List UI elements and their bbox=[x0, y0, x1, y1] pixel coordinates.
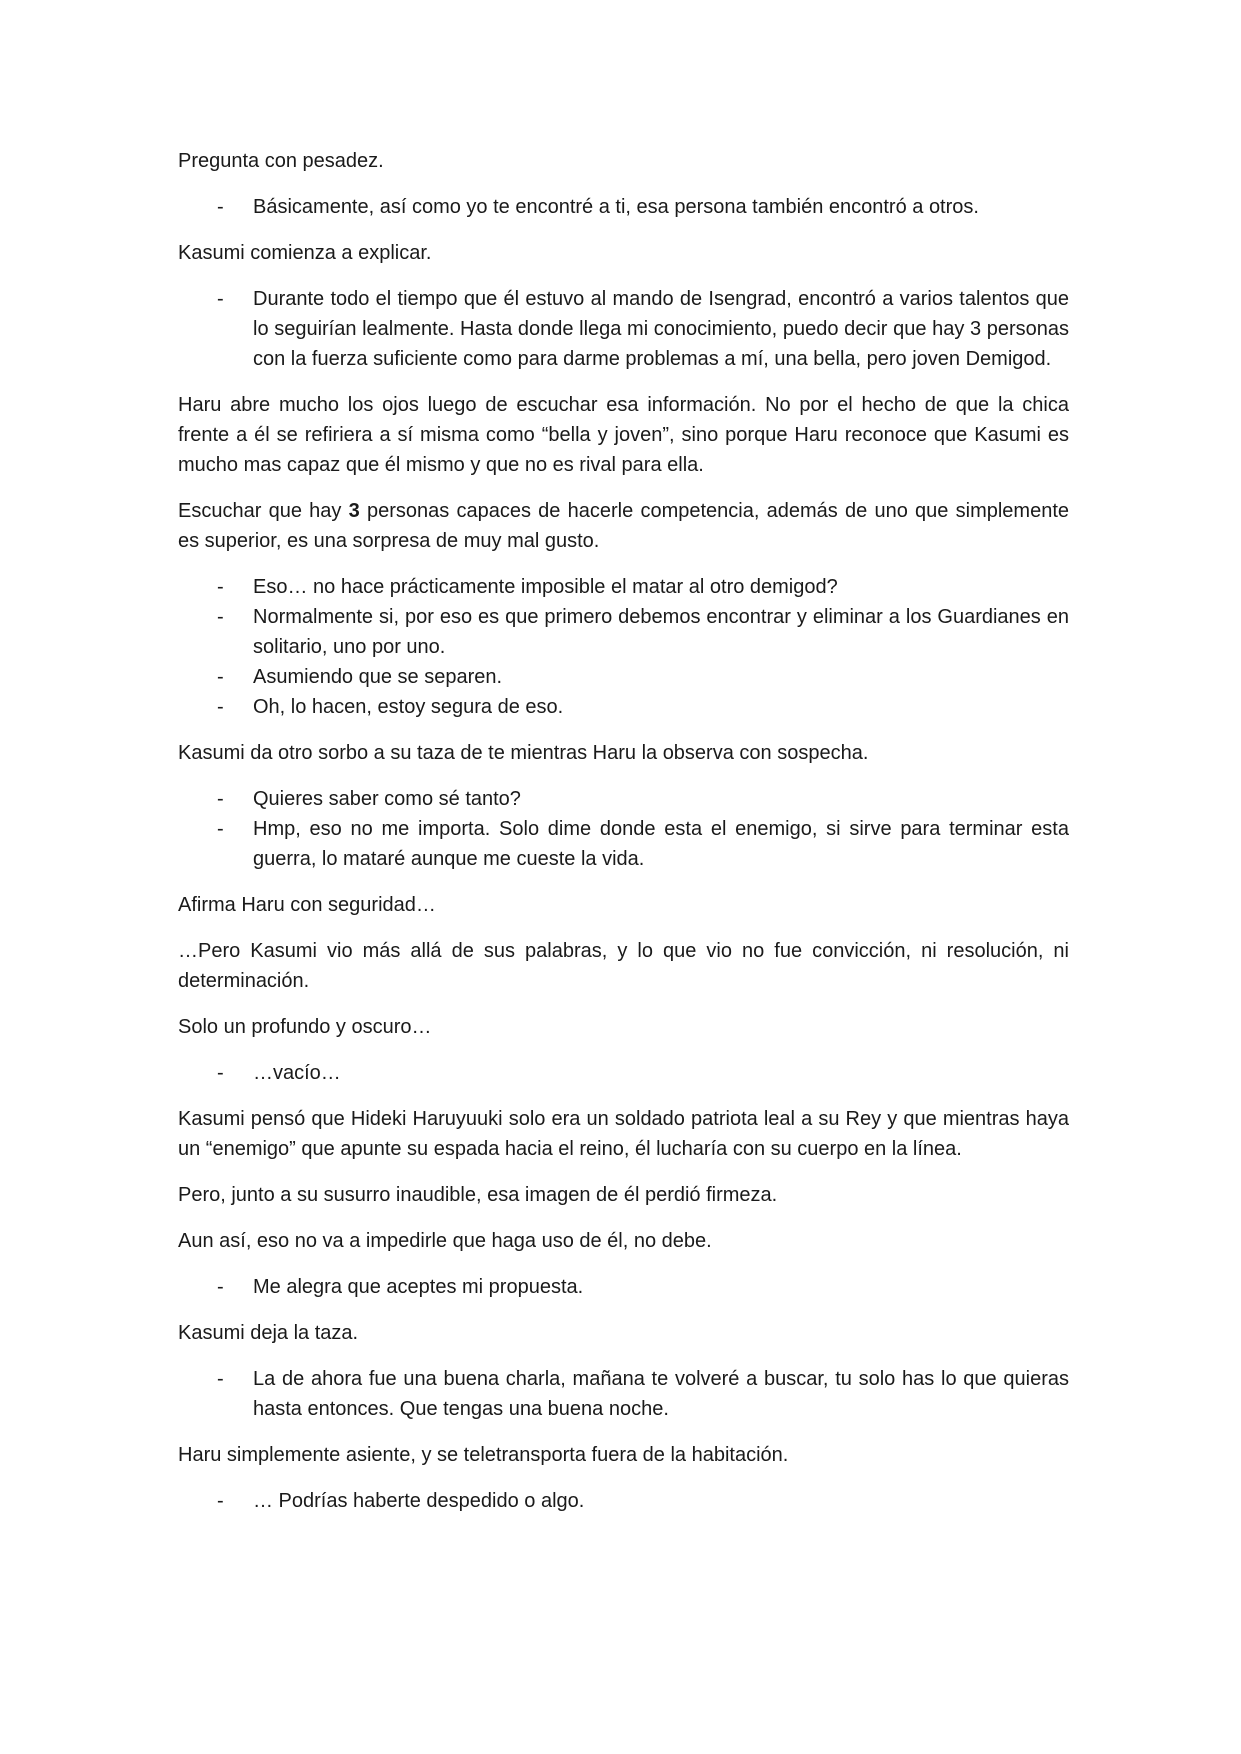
dialogue-block bbox=[178, 284, 1069, 374]
dialogue-line bbox=[178, 1364, 1069, 1424]
dialogue-dash: - bbox=[217, 288, 224, 310]
narration-paragraph: Kasumi pensó que Hideki Haruyuuki solo era un soldado patriota leal a su Rey y que mientras haya un “enemigo” que apunte su espada hacia el reino, él lucharía con su cuerpo en la línea. bbox=[178, 1108, 1069, 1160]
dialogue-text: Durante todo el tiempo que él estuvo al mando de Isengrad, encontró a varios talentos que lo seguirían lealmente. Hasta donde llega mi conocimiento, puedo decir que hay 3 personas con la fuerza suficiente como para darme problemas a mí, una bella, pero joven Demigod. bbox=[253, 288, 1069, 370]
dialogue-line bbox=[178, 572, 1069, 602]
dialogue-text: Hmp, eso no me importa. Solo dime donde esta el enemigo, si sirve para terminar esta guerra, lo mataré aunque me cueste la vida. bbox=[253, 818, 1069, 870]
narration-paragraph: Kasumi deja la taza. bbox=[178, 1322, 359, 1344]
dialogue-text: Oh, lo hacen, estoy segura de eso. bbox=[253, 696, 564, 718]
dialogue-line bbox=[178, 1272, 1069, 1302]
narration-paragraph bbox=[178, 496, 1069, 556]
dialogue-line bbox=[178, 814, 1069, 874]
document-body bbox=[178, 146, 1069, 1532]
dialogue-block bbox=[178, 1058, 1069, 1088]
dialogue-text: Normalmente si, por eso es que primero debemos encontrar y eliminar a los Guardianes en solitario, uno por uno. bbox=[253, 606, 1069, 658]
dialogue-line bbox=[178, 662, 1069, 692]
dialogue-block bbox=[178, 1272, 1069, 1302]
dialogue-line bbox=[178, 692, 1069, 722]
dialogue-line bbox=[178, 284, 1069, 374]
dialogue-text: Quieres saber como sé tanto? bbox=[253, 788, 521, 810]
narration-paragraph: Solo un profundo y oscuro… bbox=[178, 1016, 432, 1038]
dialogue-dash: - bbox=[217, 788, 224, 810]
dialogue-dash: - bbox=[217, 1062, 224, 1084]
dialogue-line bbox=[178, 1058, 1069, 1088]
narration-paragraph: Pregunta con pesadez. bbox=[178, 150, 384, 172]
dialogue-dash: - bbox=[217, 196, 224, 218]
narration-paragraph: …Pero Kasumi vio más allá de sus palabras, y lo que vio no fue convicción, ni resolución, ni determinación. bbox=[178, 940, 1069, 992]
dialogue-text: La de ahora fue una buena charla, mañana te volveré a buscar, tu solo has lo que quieras hasta entonces. Que tengas una buena noche. bbox=[253, 1368, 1069, 1420]
dialogue-dash: - bbox=[217, 576, 224, 598]
dialogue-block bbox=[178, 784, 1069, 874]
paragraph-text: personas capaces de hacerle competencia, además de uno que simplemente es superior, es una sorpresa de muy mal gusto. bbox=[178, 500, 1069, 552]
dialogue-dash: - bbox=[217, 1490, 224, 1512]
dialogue-line bbox=[178, 602, 1069, 662]
narration-paragraph: Haru abre mucho los ojos luego de escuchar esa información. No por el hecho de que la chica frente a él se refiriera a sí misma como “bella y joven”, sino porque Haru reconoce que Kasumi es mucho mas capaz que él mismo y que no es rival para ella. bbox=[178, 394, 1069, 476]
dialogue-dash: - bbox=[217, 606, 224, 628]
dialogue-text: Me alegra que aceptes mi propuesta. bbox=[253, 1276, 584, 1298]
dialogue-dash: - bbox=[217, 666, 224, 688]
narration-paragraph: Kasumi da otro sorbo a su taza de te mientras Haru la observa con sospecha. bbox=[178, 742, 869, 764]
dialogue-text: Básicamente, así como yo te encontré a ti, esa persona también encontró a otros. bbox=[253, 196, 979, 218]
dialogue-dash: - bbox=[217, 818, 224, 840]
dialogue-block bbox=[178, 1486, 1069, 1516]
narration-paragraph: Pero, junto a su susurro inaudible, esa imagen de él perdió firmeza. bbox=[178, 1184, 778, 1206]
dialogue-text: Asumiendo que se separen. bbox=[253, 666, 503, 688]
dialogue-text: … Podrías haberte despedido o algo. bbox=[253, 1490, 585, 1512]
bold-number: 3 bbox=[348, 500, 360, 522]
narration-paragraph: Haru simplemente asiente, y se teletransporta fuera de la habitación. bbox=[178, 1444, 789, 1466]
dialogue-block bbox=[178, 572, 1069, 722]
dialogue-block bbox=[178, 192, 1069, 222]
dialogue-text: Eso… no hace prácticamente imposible el matar al otro demigod? bbox=[253, 576, 838, 598]
dialogue-line bbox=[178, 192, 1069, 222]
dialogue-line bbox=[178, 784, 1069, 814]
paragraph-text: Escuchar que hay bbox=[178, 500, 349, 522]
narration-paragraph: Aun así, eso no va a impedirle que haga uso de él, no debe. bbox=[178, 1230, 712, 1252]
dialogue-dash: - bbox=[217, 1276, 224, 1298]
dialogue-dash: - bbox=[217, 696, 224, 718]
dialogue-text: …vacío… bbox=[253, 1062, 341, 1084]
dialogue-dash: - bbox=[217, 1368, 224, 1390]
narration-paragraph: Kasumi comienza a explicar. bbox=[178, 242, 432, 264]
dialogue-block bbox=[178, 1364, 1069, 1424]
narration-paragraph: Afirma Haru con seguridad… bbox=[178, 894, 436, 916]
dialogue-line bbox=[178, 1486, 1069, 1516]
